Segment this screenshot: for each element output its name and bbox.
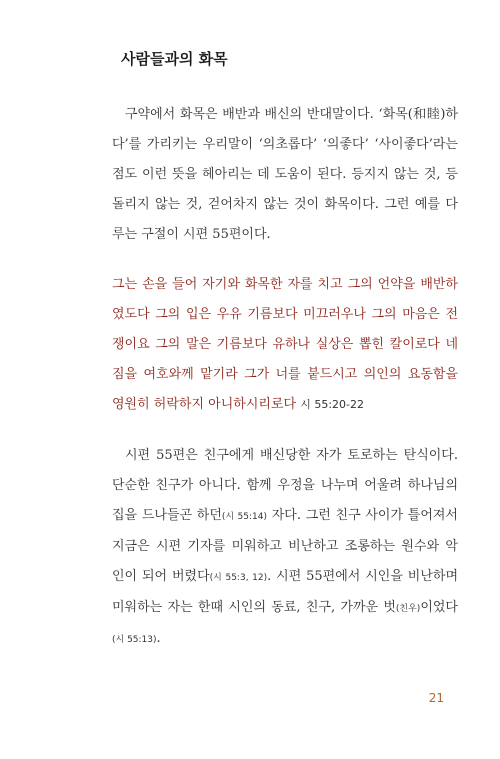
line-text: . 시편 55편에서 시인을 비난하며 [267, 569, 459, 584]
hanja-annotation: (친우) [395, 604, 421, 614]
line-text: 집을 드나들곤 하던 [112, 508, 222, 523]
quote-line: 그는 손을 들어 자기와 화목한 자를 치고 그의 언약을 배반하 [112, 277, 458, 292]
line-text: 인이 되어 버렸다 [112, 569, 210, 584]
line-text: 미워하는 자는 한때 시인의 동료, 친구, 가까운 벗 [112, 600, 396, 615]
paragraph-line: 다’를 가리키는 우리말이 ‘의초롭다’ ‘의좋다’ ‘사이좋다’라는 [112, 137, 458, 152]
paragraph-line: 단순한 친구가 아니다. 함께 우정을 나누며 어울려 하나님의 [112, 478, 458, 493]
paragraph-line [112, 593, 458, 624]
psalm-explanation-paragraph [112, 441, 458, 655]
paragraph-line: 지금은 시편 기자를 미워하고 비난하고 조롱하는 원수와 악 [112, 539, 458, 554]
verse-reference: (시 55:3, 12) [209, 573, 268, 583]
paragraph-line [112, 562, 458, 593]
section-title: 사람들과의 화목 [121, 50, 228, 68]
page-number: 21 [428, 691, 444, 705]
verse-reference: (시 55:13) [112, 635, 157, 645]
intro-paragraph [112, 100, 458, 250]
paragraph-line [112, 501, 458, 532]
scripture-quote [112, 270, 458, 420]
paragraph-line [112, 624, 458, 655]
paragraph-line: 시편 55편은 친구에게 배신당한 자가 토로하는 탄식이다. [125, 448, 458, 463]
quote-reference: 시 55:20-22 [300, 398, 365, 411]
quote-line-text: 영원히 허락하지 아니하시리로다 [112, 397, 297, 412]
paragraph-line: 점도 이런 뜻을 헤아리는 데 도움이 된다. 등지지 않는 것, 등 [112, 167, 458, 182]
line-text: 이었다 [420, 600, 458, 615]
quote-line: 짐을 여호와께 맡기라 그가 너를 붙드시고 의인의 요동함을 [112, 367, 458, 382]
quote-line [112, 390, 458, 420]
quote-line: 쟁이요 그의 말은 기름보다 유하나 실상은 뽑힌 칼이로다 네 [112, 337, 458, 352]
line-text: . [156, 631, 161, 646]
paragraph-line: 돌리지 않는 것, 걷어차지 않는 것이 화목이다. 그런 예를 다 [112, 197, 458, 212]
paragraph-line: 구약에서 화목은 배반과 배신의 반대말이다. ‘화목(和睦)하 [125, 107, 458, 122]
paragraph-line: 루는 구절이 시편 55편이다. [112, 227, 271, 242]
line-text: 자다. 그런 친구 사이가 틀어져서 [267, 508, 458, 523]
quote-line: 였도다 그의 입은 우유 기름보다 미끄러우나 그의 마음은 전 [112, 307, 458, 322]
verse-reference: (시 55:14) [221, 512, 268, 522]
